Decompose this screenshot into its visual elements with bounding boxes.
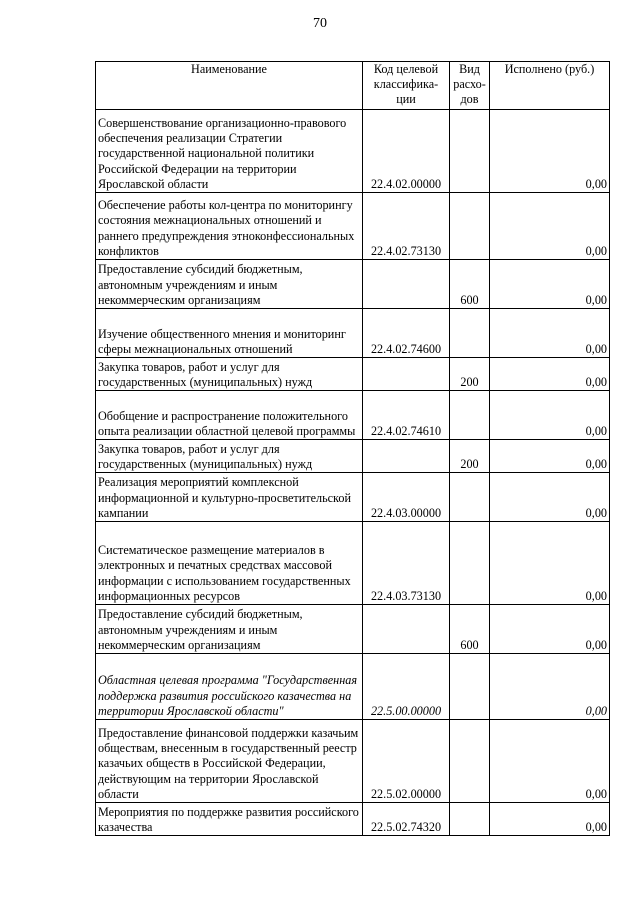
row-code — [363, 440, 450, 473]
row-name: Областная целевая программа "Государственная поддержка развития российского казачества на территории Ярославской области" — [96, 654, 363, 720]
row-name: Предоставление финансовой поддержки казачьим обществам, внесенным в государственный реестр казачьих обществ в Российской Федерации, действующим на территории Ярославской области — [96, 720, 363, 803]
table-row — [96, 803, 610, 836]
table-row — [96, 605, 610, 654]
page-number: 70 — [313, 16, 327, 31]
row-name: Закупка товаров, работ и услуг для государственных (муниципальных) нужд — [96, 358, 363, 391]
row-name: Предоставление субсидий бюджетным, автономным учреждениям и иным некоммерческим организациям — [96, 605, 363, 654]
row-code: 22.5.00.00000 — [363, 654, 450, 720]
table-header-row — [96, 62, 610, 110]
table-row — [96, 309, 610, 358]
row-code — [363, 358, 450, 391]
row-type — [450, 654, 490, 720]
row-amount: 0,00 — [490, 605, 610, 654]
row-code: 22.5.02.74320 — [363, 803, 450, 836]
header-type: Вид расхо-дов — [450, 62, 490, 110]
row-amount: 0,00 — [490, 193, 610, 260]
table-row — [96, 110, 610, 193]
row-code: 22.4.02.73130 — [363, 193, 450, 260]
row-type — [450, 522, 490, 605]
header-code: Код целевой классифика-ции — [363, 62, 450, 110]
row-type: 600 — [450, 260, 490, 309]
row-amount: 0,00 — [490, 309, 610, 358]
expenditure-table — [95, 61, 610, 836]
row-name: Реализация мероприятий комплексной информационной и культурно-просветительской кампании — [96, 473, 363, 522]
row-amount: 0,00 — [490, 391, 610, 440]
row-code — [363, 260, 450, 309]
row-code — [363, 605, 450, 654]
table-row — [96, 720, 610, 803]
table-row — [96, 473, 610, 522]
row-type — [450, 803, 490, 836]
row-type — [450, 110, 490, 193]
row-name: Закупка товаров, работ и услуг для государственных (муниципальных) нужд — [96, 440, 363, 473]
table-row — [96, 260, 610, 309]
row-amount: 0,00 — [490, 358, 610, 391]
row-name: Изучение общественного мнения и мониторинг сферы межнациональных отношений — [96, 309, 363, 358]
table-row — [96, 654, 610, 720]
row-code: 22.4.02.74610 — [363, 391, 450, 440]
row-name: Обеспечение работы кол-центра по мониторингу состояния межнациональных отношений и раннего предупреждения этноконфессиональных конфликтов — [96, 193, 363, 260]
row-amount: 0,00 — [490, 440, 610, 473]
row-name: Совершенствование организационно-правового обеспечения реализации Стратегии государственной национальной политики Российской Федерации на территории Ярославской области — [96, 110, 363, 193]
row-code: 22.5.02.00000 — [363, 720, 450, 803]
row-type — [450, 193, 490, 260]
table-row — [96, 391, 610, 440]
row-name: Обобщение и распространение положительного опыта реализации областной целевой программы — [96, 391, 363, 440]
table-row — [96, 440, 610, 473]
table-row — [96, 193, 610, 260]
row-amount: 0,00 — [490, 260, 610, 309]
row-type — [450, 391, 490, 440]
header-name: Наименование — [96, 62, 363, 110]
row-amount: 0,00 — [490, 522, 610, 605]
row-name: Предоставление субсидий бюджетным, автономным учреждениям и иным некоммерческим организациям — [96, 260, 363, 309]
row-type — [450, 309, 490, 358]
row-type — [450, 473, 490, 522]
table-row — [96, 522, 610, 605]
row-name: Систематическое размещение материалов в электронных и печатных средствах массовой информации с использованием государственных информационных ресурсов — [96, 522, 363, 605]
row-name: Мероприятия по поддержке развития российского казачества — [96, 803, 363, 836]
row-amount: 0,00 — [490, 473, 610, 522]
row-code: 22.4.03.00000 — [363, 473, 450, 522]
row-amount: 0,00 — [490, 803, 610, 836]
row-code: 22.4.03.73130 — [363, 522, 450, 605]
row-amount: 0,00 — [490, 654, 610, 720]
row-type — [450, 720, 490, 803]
row-type: 200 — [450, 440, 490, 473]
row-amount: 0,00 — [490, 110, 610, 193]
row-code: 22.4.02.00000 — [363, 110, 450, 193]
row-amount: 0,00 — [490, 720, 610, 803]
row-type: 600 — [450, 605, 490, 654]
row-code: 22.4.02.74600 — [363, 309, 450, 358]
table-row — [96, 358, 610, 391]
row-type: 200 — [450, 358, 490, 391]
header-amount: Исполнено (руб.) — [490, 62, 610, 110]
